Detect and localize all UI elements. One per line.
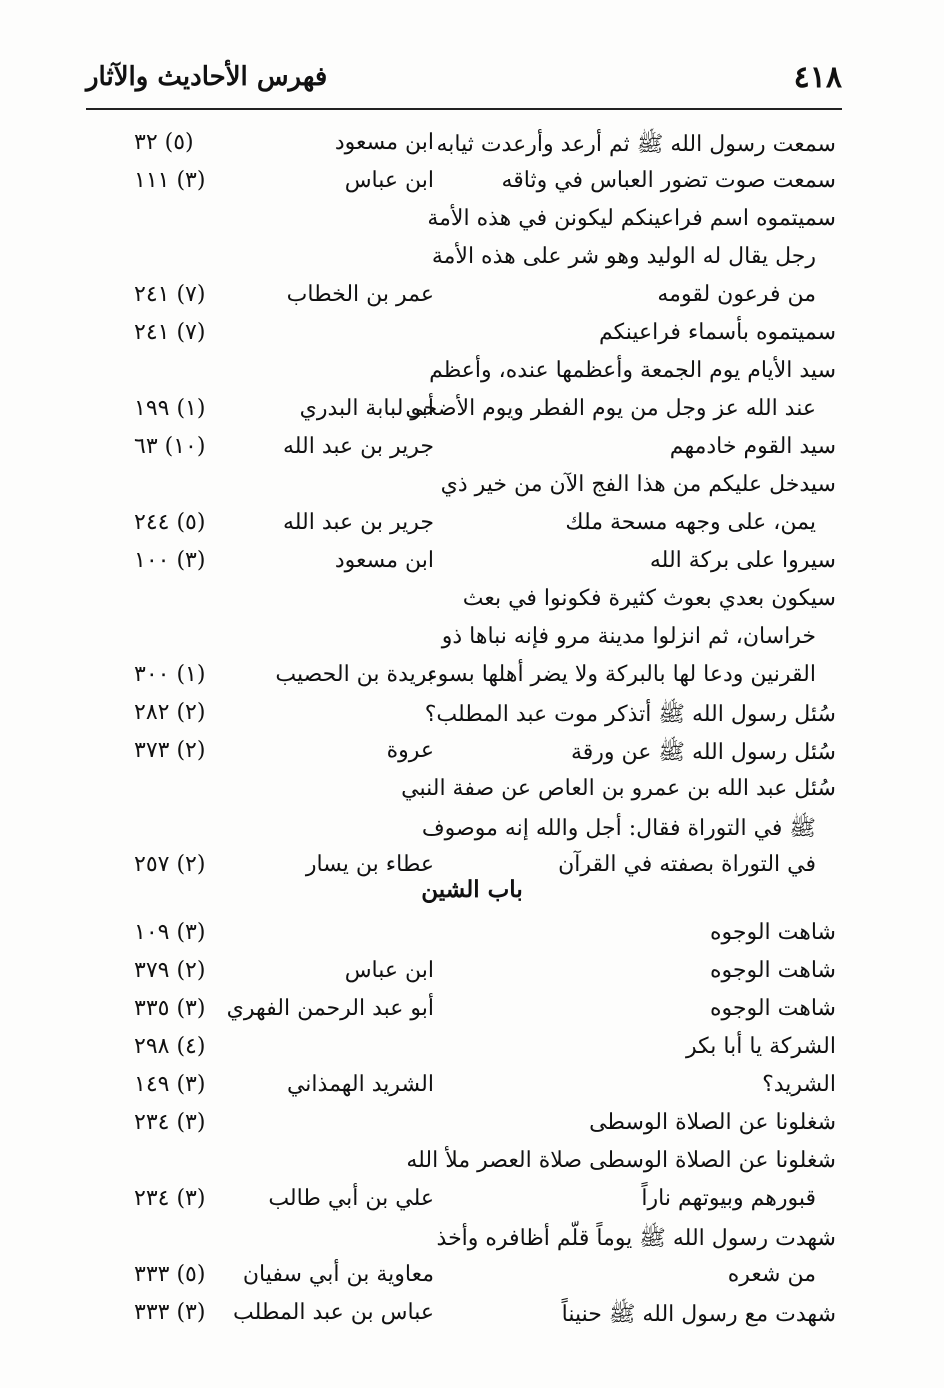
entry-narrator: أبو لبابة البدري (299, 396, 434, 421)
index-entry-line (0, 776, 944, 814)
index-entry-line (0, 206, 944, 244)
entry-reference: (٣) ٢٣٤ (134, 1110, 206, 1135)
entry-text: سيد القوم خادمهم (669, 434, 836, 459)
index-entry-line (0, 1224, 944, 1262)
entry-text: من فرعون لقومه (657, 282, 816, 307)
entry-reference: (١) ١٩٩ (134, 396, 206, 421)
entry-reference: (٤) ٢٩٨ (134, 1034, 206, 1059)
index-entry-line (0, 814, 944, 852)
index-entry-line (0, 958, 944, 996)
index-entry-line (0, 1262, 944, 1300)
index-entry-line (0, 1186, 944, 1224)
entry-text: شاهت الوجوه (709, 920, 836, 945)
entry-narrator: الشريد الهمذاني (286, 1072, 434, 1097)
entry-reference: (١) ٣٠٠ (134, 662, 206, 687)
entry-text: سميتموه بأسماء فراعينكم (598, 320, 836, 345)
index-entry-line (0, 586, 944, 624)
index-entry-line (0, 244, 944, 282)
entry-text: سيروا على بركة الله (649, 548, 836, 573)
index-entry-line (0, 358, 944, 396)
entry-text: ﷺ في التوراة فقال: أجل والله إنه موصوف (421, 816, 816, 841)
entry-text: سيدخل عليكم من هذا الفج الآن من خير ذي (440, 472, 836, 497)
index-entry-line (0, 472, 944, 510)
entry-narrator: جرير بن عبد الله (282, 434, 434, 459)
entry-text: شهدت مع رسول الله ﷺ حنيناً (561, 1302, 836, 1327)
entry-text: شغلونا عن الصلاة الوسطى صلاة العصر ملأ الله (406, 1148, 836, 1173)
index-entry-line (0, 920, 944, 958)
index-entry-line (0, 852, 944, 890)
entry-reference: (٣) ١١١ (134, 168, 206, 193)
entry-reference: (٥) ٢٤٤ (134, 510, 206, 535)
entry-reference: (٧) ٢٤١ (134, 320, 206, 345)
index-entry-line (0, 1110, 944, 1148)
entry-narrator: ابن مسعود (334, 548, 434, 573)
index-entry-line (0, 738, 944, 776)
entry-reference: (٢) ٢٥٧ (134, 852, 206, 877)
entry-narrator: بريدة بن الحصيب (275, 662, 434, 687)
entry-narrator: عروة (386, 738, 434, 763)
entry-text: سُئل عبد الله بن عمرو بن العاص عن صفة النبي (401, 776, 836, 801)
entry-reference: (٣) ٢٣٤ (134, 1186, 206, 1211)
index-entry-line (0, 320, 944, 358)
entry-narrator: علي بن أبي طالب (268, 1186, 434, 1211)
entry-text: شهدت رسول الله ﷺ يوماً قلّم أظافره وأخذ (436, 1226, 836, 1251)
entry-reference: (٢) ٣٧٩ (134, 958, 206, 983)
entry-text: عند الله عز وجل من يوم الفطر ويوم الأضحى (405, 396, 816, 421)
entry-text: الشركة يا أبا بكر (685, 1034, 836, 1059)
entry-narrator: ابن عباس (344, 958, 434, 983)
entry-narrator: أبو عبد الرحمن الفهري (226, 996, 434, 1021)
entry-narrator: ابن مسعود (334, 130, 434, 155)
index-entry-line (0, 396, 944, 434)
entry-reference: (٢) ٢٨٢ (134, 700, 206, 725)
section-title: باب الشين (421, 876, 523, 903)
entry-reference: (٥) ٣٢ (134, 130, 194, 155)
index-entry-line (0, 168, 944, 206)
index-entry-line (0, 1072, 944, 1110)
entry-text: خراسان، ثم انزلوا مدينة مرو فإنه نباها ذو (441, 624, 816, 649)
index-entry-line (0, 1148, 944, 1186)
entry-reference: (٣) ١٤٩ (134, 1072, 206, 1097)
entry-text: قبورهم وبيوتهم ناراً (641, 1186, 816, 1211)
index-entry-line (0, 282, 944, 320)
entry-narrator: عمر بن الخطاب (286, 282, 434, 307)
entry-text: سميتموه اسم فراعينكم ليكونن في هذه الأمة (427, 206, 836, 231)
index-entry-line (0, 1300, 944, 1338)
entry-text: شاهت الوجوه (709, 996, 836, 1021)
index-entry-line (0, 662, 944, 700)
index-entry-line (0, 624, 944, 662)
entry-reference: (٧) ٢٤١ (134, 282, 206, 307)
entry-narrator: عطاء بن يسار (305, 852, 434, 877)
entry-reference: (٣) ٣٣٣ (134, 1300, 206, 1325)
entry-text: سيد الأيام يوم الجمعة وأعظمها عنده، وأعظم (429, 358, 836, 383)
entry-text: سمعت رسول الله ﷺ ثم أرعد وأرعدت ثيابه (436, 132, 836, 157)
entry-narrator: ابن عباس (344, 168, 434, 193)
entry-text: من شعره (727, 1262, 816, 1287)
entry-text: سُئل رسول الله ﷺ أتذكر موت عبد المطلب؟ (424, 702, 836, 727)
entry-text: يمن، على وجهه مسحة ملك (565, 510, 816, 535)
entry-reference: (٣) ١٠٩ (134, 920, 206, 945)
entry-reference: (٥) ٣٣٣ (134, 1262, 206, 1287)
entry-text: سمعت صوت تضور العباس في وثاقه (501, 168, 836, 193)
entry-narrator: معاوية بن أبي سفيان (242, 1262, 434, 1287)
entry-narrator: جرير بن عبد الله (282, 510, 434, 535)
entry-reference: (١٠) ٦٣ (134, 434, 206, 459)
index-entry-line (0, 130, 944, 168)
index-entry-line (0, 996, 944, 1034)
entry-text: رجل يقال له الوليد وهو شر على هذه الأمة (431, 244, 816, 269)
index-entry-line (0, 434, 944, 472)
entry-reference: (٣) ٣٣٥ (134, 996, 206, 1021)
index-entry-line (0, 1034, 944, 1072)
index-entry-line (0, 548, 944, 586)
entry-text: شغلونا عن الصلاة الوسطى (589, 1110, 836, 1135)
entry-text: في التوراة بصفته في القرآن (558, 852, 816, 877)
entry-text: شاهت الوجوه (709, 958, 836, 983)
entry-text: سيكون بعدي بعوث كثيرة فكونوا في بعث (462, 586, 836, 611)
entry-text: سُئل رسول الله ﷺ عن ورقة (570, 740, 836, 765)
running-title: فهرس الأحاديث والآثار (86, 62, 328, 92)
entry-narrator: عباس بن عبد المطلب (233, 1300, 434, 1325)
index-entry-line (0, 700, 944, 738)
entry-reference: (٣) ١٠٠ (134, 548, 206, 573)
index-entry-line (0, 510, 944, 548)
page-number: ٤١٨ (793, 60, 842, 95)
entry-text: القرنين ودعا لها بالبركة ولا يضر أهلها بسوء (427, 662, 816, 687)
entry-reference: (٢) ٣٧٣ (134, 738, 206, 763)
entry-text: الشريد؟ (762, 1072, 836, 1097)
